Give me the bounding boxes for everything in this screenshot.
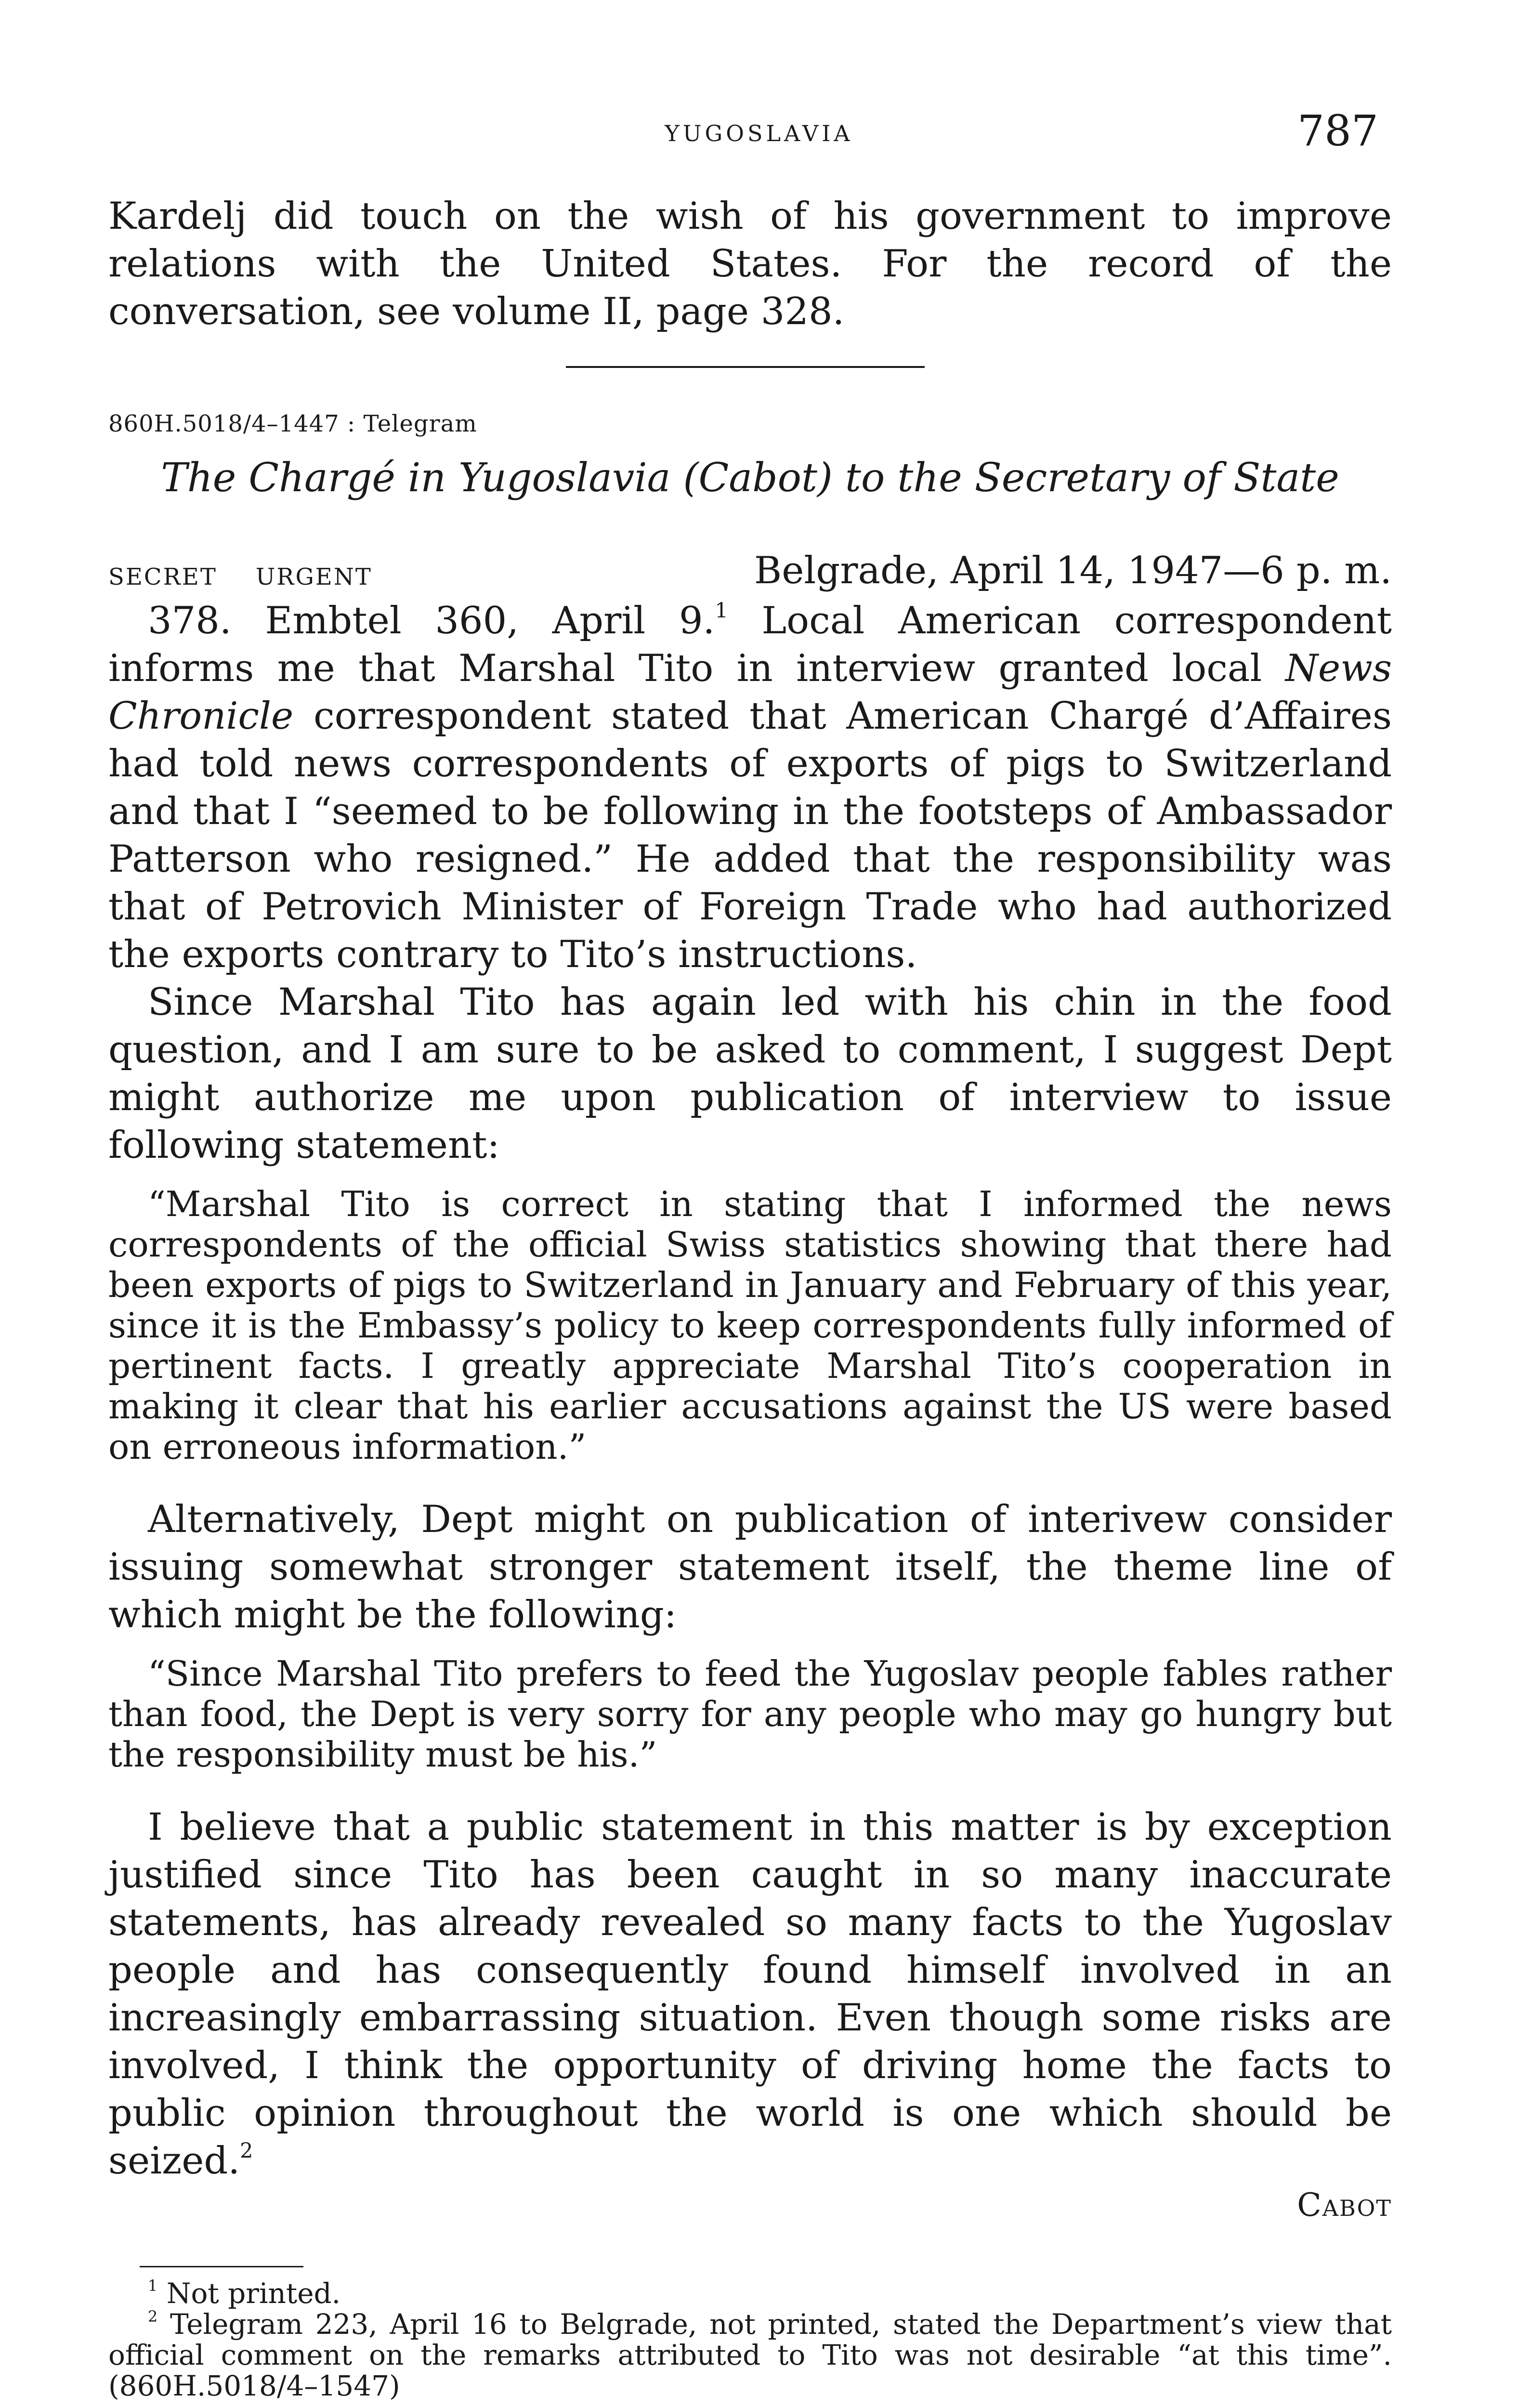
proposed-statement-quote: “Marshal Tito is correct in stating that I informed the news correspondents of the official Swiss statistics showing that there had been exports of pigs to Switzerland in January and February of this year, since it is the Embassy’s policy to keep correspondents fully informed of pertinent facts. I greatly appreciate Marshal Tito’s cooperation in making it clear that his earlier accusations against the US were based on erroneous information.” xyxy=(108,1184,1392,1467)
footnotes xyxy=(108,2278,1392,2401)
alternative-statement-quote: “Since Marshal Tito prefers to feed the Yugoslav people fables rather than food, the Dept is very sorry for any people who may go hungry but the responsibility must be his.” xyxy=(108,1653,1392,1775)
telegram-number: 378. xyxy=(148,599,232,642)
section-divider xyxy=(566,366,925,368)
footnote-ref-1[interactable]: 1 xyxy=(715,598,728,623)
intro-paragraph: Kardelj did touch on the wish of his government to improve relations with the United States. For the record of the conversation, see volume II, page 328. xyxy=(108,195,1392,333)
classification-secret: SECRET xyxy=(108,563,217,590)
paragraph-4 xyxy=(108,1804,1392,2185)
signature: Cabot xyxy=(1297,2186,1392,2224)
document-heading: The Chargé in Yugoslavia (Cabot) to the Secretary of State xyxy=(161,455,1339,501)
paragraph-2: Since Marshal Tito has again led with his chin in the food question, and I am sure to be asked to comment, I suggest Dept might authorize me upon publication of interview to issue following statement: xyxy=(108,981,1392,1167)
paragraph-1-text-b: Local American correspondent informs me that Marshal Tito in interview granted local xyxy=(108,599,1392,690)
footnote-1-text: Not printed. xyxy=(166,2277,341,2310)
paragraph-1-text-a: Embtel 360, April 9. xyxy=(265,599,715,642)
footnote-1 xyxy=(108,2278,1392,2309)
file-reference: 860H.5018/4–1447 : Telegram xyxy=(108,410,477,437)
footnote-2-text: Telegram 223, April 16 to Belgrade, not printed, stated the Department’s view that official comment on the remarks attributed to Tito was not desirable “at this time”. (860H.5018/4–1547) xyxy=(108,2308,1392,2402)
classification-flags xyxy=(108,563,411,590)
newspaper-title: News Chronicle xyxy=(108,647,1392,738)
footnote-1-mark: 1 xyxy=(148,2276,158,2295)
dateline: Belgrade, April 14, 1947—6 p. m. xyxy=(754,549,1392,592)
telegram-body xyxy=(108,597,1392,2185)
footnote-divider xyxy=(140,2266,303,2267)
footnote-2 xyxy=(108,2309,1392,2401)
paragraph-1 xyxy=(108,597,1392,979)
running-head xyxy=(0,104,1518,157)
paragraph-1-text-c: correspondent stated that American Chargé d’Affaires had told news correspondents of exports of pigs to Switzerland and that I “seemed to be following in the footsteps of Ambassador Patterson who resigned.” He added that the responsibility was that of Petrovich Minister of Foreign Trade who had authorized the exports contrary to Tito’s instructions. xyxy=(108,694,1392,976)
paragraph-3: Alternatively, Dept might on publication of interivew consider issuing somewhat stronger statement itself, the theme line of which might be the following: xyxy=(108,1498,1392,1636)
page-number: 787 xyxy=(1297,106,1378,156)
telegram-meta xyxy=(108,549,1392,597)
paragraph-4-text: I believe that a public statement in this matter is by exception justified since Tito has been caught in so many inaccurate statements, has already revealed so many facts to the Yugoslav people and has consequently found himself involved in an increasingly embarrassing situation. Even though some risks are involved, I think the opportunity of driving home the facts to public opinion throughout the world is one which should be seized. xyxy=(108,1806,1392,2183)
classification-urgent: URGENT xyxy=(255,563,372,590)
intro-block xyxy=(108,193,1392,336)
footnote-2-mark: 2 xyxy=(148,2307,158,2326)
running-head-title: YUGOSLAVIA xyxy=(665,120,853,146)
footnote-ref-2[interactable]: 2 xyxy=(240,2138,253,2163)
